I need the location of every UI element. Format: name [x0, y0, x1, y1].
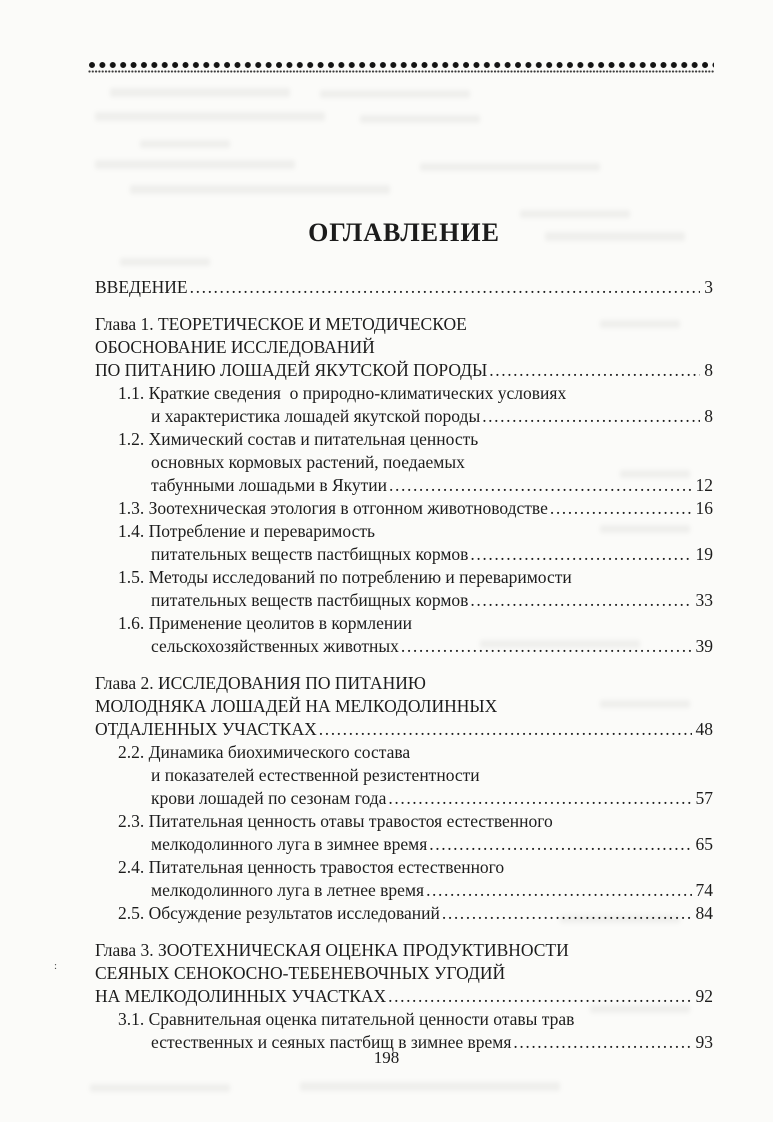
toc-page-number: 84 — [695, 903, 713, 923]
dot-leader — [388, 787, 691, 810]
toc-entry-line: 1.2. Химический состав и питательная ценность — [118, 429, 479, 449]
page-title: ОГЛАВЛЕНИЕ — [308, 218, 500, 247]
toc-entry — [95, 313, 713, 382]
toc-entry-last-line — [95, 902, 713, 925]
dotted-rule — [88, 61, 714, 73]
dotted-rule-small-dots — [88, 70, 714, 73]
dot-leader — [190, 276, 701, 299]
bleed-through-artifact — [95, 160, 295, 169]
toc-entry-text: сельскохозяйственных животных — [151, 636, 399, 656]
toc-entry — [95, 810, 713, 856]
toc-page-number: 39 — [695, 636, 713, 656]
page-number: 198 — [373, 1048, 400, 1067]
dot-leader — [429, 833, 691, 856]
dot-leader — [470, 543, 691, 566]
toc-entry-text: мелкодолинного луга в летнее время — [151, 880, 425, 900]
toc-page-number: 19 — [695, 544, 713, 564]
dot-leader — [442, 902, 692, 925]
toc-page-number: 57 — [695, 788, 713, 808]
toc-entry-line: Глава 3. ЗООТЕХНИЧЕСКАЯ ОЦЕНКА ПРОДУКТИВНОСТИ — [95, 940, 569, 960]
toc-entry-last-line — [95, 718, 713, 741]
toc-entry-line: 2.4. Питательная ценность травостоя естественного — [118, 857, 505, 877]
bleed-through-artifact — [110, 88, 290, 97]
toc-entry — [95, 672, 713, 741]
bleed-through-artifact — [420, 163, 600, 171]
toc-entry — [95, 902, 713, 925]
toc-entry-text: 1.3. Зоотехническая этология в отгонном животноводстве — [118, 498, 548, 518]
toc-entry-last-line — [95, 879, 713, 902]
bleed-through-artifact — [520, 210, 630, 218]
toc-entry-text: НА МЕЛКОДОЛИННЫХ УЧАСТКАХ — [95, 986, 387, 1006]
toc-entry-line: 1.5. Методы исследований по потреблению и переваримости — [118, 567, 572, 587]
dotted-rule-large-dots — [88, 61, 714, 69]
toc-entry-text: ОТДАЛЕННЫХ УЧАСТКАХ — [95, 719, 317, 739]
toc-entry-last-line — [95, 497, 713, 520]
toc-entry — [95, 276, 713, 299]
toc-page-number: 74 — [695, 880, 713, 900]
toc-entry-last-line — [95, 787, 713, 810]
toc-page-number: 48 — [695, 719, 713, 739]
toc-entry-line: 1.1. Краткие сведения о природно-климатических условиях — [118, 383, 567, 403]
scan-speck: : — [54, 960, 58, 972]
toc-entry-text: питательных веществ пастбищных кормов — [151, 590, 469, 610]
dot-leader — [401, 635, 692, 658]
toc-entry — [95, 497, 713, 520]
toc-entry — [95, 856, 713, 902]
toc-entry-text: крови лошадей по сезонам года — [151, 788, 387, 808]
dot-leader — [489, 359, 700, 382]
bleed-through-artifact — [130, 185, 390, 194]
toc-page-number: 65 — [695, 834, 713, 854]
toc-page-number: 33 — [695, 590, 713, 610]
toc-entry-line: МОЛОДНЯКА ЛОШАДЕЙ НА МЕЛКОДОЛИННЫХ — [95, 696, 498, 716]
bleed-through-artifact — [320, 90, 470, 98]
dot-leader — [319, 718, 692, 741]
toc-entry-text: ПО ПИТАНИЮ ЛОШАДЕЙ ЯКУТСКОЙ ПОРОДЫ — [95, 360, 488, 380]
toc-entry-text: ВВЕДЕНИЕ — [95, 277, 188, 297]
toc-entry-line: 3.1. Сравнительная оценка питательной ценности отавы трав — [118, 1009, 575, 1029]
toc-entry-last-line — [95, 635, 713, 658]
toc-entry-text: естественных и сеяных пастбищ в зимнее время — [151, 1032, 512, 1052]
bleed-through-artifact — [300, 1082, 560, 1091]
bleed-through-artifact — [95, 112, 325, 121]
dot-leader — [482, 405, 700, 428]
toc-entry — [95, 428, 713, 497]
toc-entry-line: Глава 1. ТЕОРЕТИЧЕСКОЕ И МЕТОДИЧЕСКОЕ — [95, 314, 467, 334]
table-of-contents — [95, 276, 713, 1054]
toc-entry-line: 1.4. Потребление и переваримость — [118, 521, 375, 541]
bleed-through-artifact — [360, 115, 480, 123]
toc-page-number: 8 — [704, 406, 713, 426]
toc-entry — [95, 566, 713, 612]
toc-entry-line: СЕЯНЫХ СЕНОКОСНО-ТЕБЕНЕВОЧНЫХ УГОДИЙ — [95, 963, 506, 983]
toc-page-number: 8 — [704, 360, 713, 380]
toc-entry-text: 2.5. Обсуждение результатов исследований — [118, 903, 440, 923]
toc-entry-line: 2.2. Динамика биохимического состава — [118, 742, 411, 762]
dot-leader — [388, 985, 691, 1008]
dot-leader — [550, 497, 692, 520]
toc-entry-last-line — [95, 474, 713, 497]
toc-page-number: 16 — [695, 498, 713, 518]
toc-entry — [95, 612, 713, 658]
toc-entry-text: и характеристика лошадей якутской породы — [151, 406, 481, 426]
toc-entry-last-line — [95, 985, 713, 1008]
toc-entry — [95, 939, 713, 1008]
toc-entry-last-line — [95, 359, 713, 382]
toc-entry-text: питательных веществ пастбищных кормов — [151, 544, 469, 564]
toc-entry-text: табунными лошадьми в Якутии — [151, 475, 388, 495]
toc-page-number: 12 — [695, 475, 713, 495]
toc-entry-last-line — [95, 589, 713, 612]
toc-entry-line: ОБОСНОВАНИЕ ИССЛЕДОВАНИЙ — [95, 337, 375, 357]
toc-page-number: 92 — [695, 986, 713, 1006]
toc-entry-line: основных кормовых растений, поедаемых — [151, 452, 465, 472]
toc-entry-line: 2.3. Питательная ценность отавы травостоя естественного — [118, 811, 553, 831]
dot-leader — [470, 589, 691, 612]
toc-entry-text: мелкодолинного луга в зимнее время — [151, 834, 428, 854]
toc-entry — [95, 741, 713, 810]
toc-entry-line: и показателей естественной резистентности — [151, 765, 480, 785]
bleed-through-artifact — [90, 1084, 230, 1092]
dot-leader — [426, 879, 691, 902]
toc-entry-last-line — [95, 405, 713, 428]
toc-entry — [95, 382, 713, 428]
bleed-through-artifact — [140, 140, 230, 148]
toc-entry-line: Глава 2. ИССЛЕДОВАНИЯ ПО ПИТАНИЮ — [95, 673, 426, 693]
toc-entry-last-line — [95, 833, 713, 856]
toc-page-number: 3 — [704, 277, 713, 297]
dot-leader — [389, 474, 691, 497]
toc-page-number: 93 — [695, 1032, 713, 1052]
toc-entry — [95, 520, 713, 566]
toc-entry-last-line — [95, 543, 713, 566]
toc-entry-last-line — [95, 276, 713, 299]
bleed-through-artifact — [120, 258, 210, 266]
toc-entry-line: 1.6. Применение цеолитов в кормлении — [118, 613, 412, 633]
